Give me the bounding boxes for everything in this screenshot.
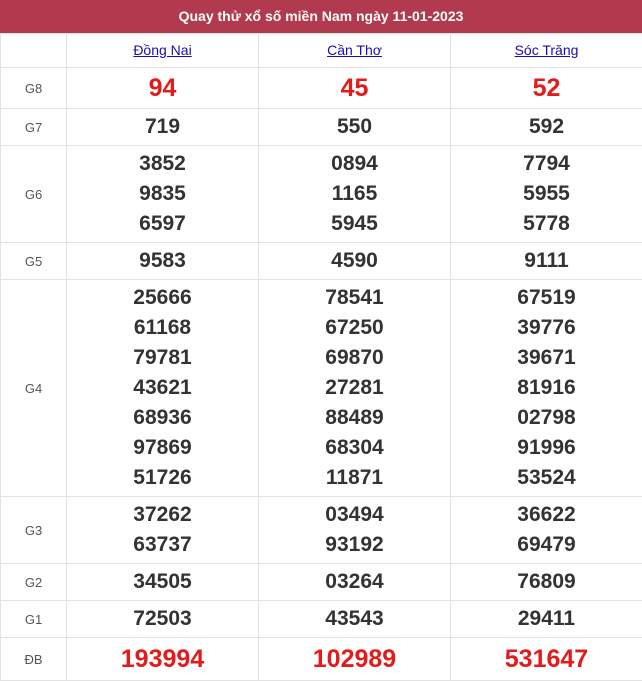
result-number: 29411	[451, 604, 642, 634]
header-province	[259, 34, 451, 68]
result-number: 51726	[67, 463, 258, 493]
prize-label: G6	[1, 146, 67, 243]
table-header-row	[1, 34, 642, 68]
prize-label: ĐB	[1, 638, 67, 681]
result-cell	[451, 280, 642, 497]
result-cell	[451, 601, 642, 638]
result-number: 9583	[67, 246, 258, 276]
result-number: 03264	[259, 567, 450, 597]
result-cell	[67, 638, 259, 681]
result-number: 5945	[259, 209, 450, 239]
result-number: 39671	[451, 343, 642, 373]
result-number: 81916	[451, 373, 642, 403]
province-link-soc-trang[interactable]: Sóc Trăng	[515, 42, 579, 58]
province-link-can-tho[interactable]: Cần Thơ	[327, 42, 382, 58]
table-row-g5	[1, 243, 642, 280]
result-cell	[259, 109, 451, 146]
table-row-g6	[1, 146, 642, 243]
result-number: 67519	[451, 283, 642, 313]
result-number: 03494	[259, 500, 450, 530]
result-cell	[451, 146, 642, 243]
result-cell	[259, 638, 451, 681]
result-number: 5955	[451, 179, 642, 209]
result-cell	[259, 68, 451, 109]
result-number: 53524	[451, 463, 642, 493]
result-number: 68936	[67, 403, 258, 433]
header-province	[67, 34, 259, 68]
prize-label: G8	[1, 68, 67, 109]
prize-label: G1	[1, 601, 67, 638]
result-number: 3852	[67, 149, 258, 179]
result-cell	[451, 564, 642, 601]
result-number: 88489	[259, 403, 450, 433]
result-number: 25666	[67, 283, 258, 313]
result-cell	[259, 564, 451, 601]
result-number: 37262	[67, 500, 258, 530]
header-empty-cell	[1, 34, 67, 68]
result-cell	[67, 564, 259, 601]
result-number: 9111	[451, 246, 642, 276]
result-number: 78541	[259, 283, 450, 313]
result-number: 68304	[259, 433, 450, 463]
result-cell	[451, 243, 642, 280]
result-cell	[67, 109, 259, 146]
result-number: 79781	[67, 343, 258, 373]
prize-label: G2	[1, 564, 67, 601]
prize-label: G4	[1, 280, 67, 497]
table-row-g2	[1, 564, 642, 601]
page-title: Quay thử xổ số miền Nam ngày 11-01-2023	[0, 0, 642, 33]
result-number: 7794	[451, 149, 642, 179]
result-number: 52	[451, 73, 642, 103]
result-cell	[259, 243, 451, 280]
header-province	[451, 34, 642, 68]
table-row-special	[1, 638, 642, 681]
result-number: 76809	[451, 567, 642, 597]
result-number: 43543	[259, 604, 450, 634]
result-cell	[259, 497, 451, 564]
result-cell	[451, 638, 642, 681]
table-row-g1	[1, 601, 642, 638]
result-number: 0894	[259, 149, 450, 179]
result-cell	[67, 146, 259, 243]
result-number: 97869	[67, 433, 258, 463]
result-cell	[67, 601, 259, 638]
result-number: 27281	[259, 373, 450, 403]
result-number: 94	[67, 73, 258, 103]
result-cell	[259, 601, 451, 638]
result-number: 69479	[451, 530, 642, 560]
table-row-g8	[1, 68, 642, 109]
table-row-g3	[1, 497, 642, 564]
result-number: 11871	[259, 463, 450, 493]
table-row-g4	[1, 280, 642, 497]
province-link-dong-nai[interactable]: Đồng Nai	[133, 42, 191, 58]
table-row-g7	[1, 109, 642, 146]
result-number: 36622	[451, 500, 642, 530]
result-cell	[67, 68, 259, 109]
result-number: 193994	[67, 644, 258, 674]
prize-label: G3	[1, 497, 67, 564]
result-number: 91996	[451, 433, 642, 463]
result-number: 45	[259, 73, 450, 103]
result-number: 9835	[67, 179, 258, 209]
result-number: 67250	[259, 313, 450, 343]
prize-label: G5	[1, 243, 67, 280]
result-cell	[67, 280, 259, 497]
result-number: 531647	[451, 644, 642, 674]
result-number: 61168	[67, 313, 258, 343]
result-number: 69870	[259, 343, 450, 373]
result-number: 63737	[67, 530, 258, 560]
result-number: 102989	[259, 644, 450, 674]
result-number: 02798	[451, 403, 642, 433]
result-number: 43621	[67, 373, 258, 403]
result-number: 5778	[451, 209, 642, 239]
result-number: 34505	[67, 567, 258, 597]
result-number: 719	[67, 112, 258, 142]
prize-label: G7	[1, 109, 67, 146]
result-cell	[451, 68, 642, 109]
result-number: 93192	[259, 530, 450, 560]
results-table	[0, 33, 642, 681]
result-number: 1165	[259, 179, 450, 209]
result-cell	[451, 497, 642, 564]
result-number: 6597	[67, 209, 258, 239]
result-cell	[451, 109, 642, 146]
result-number: 39776	[451, 313, 642, 343]
result-number: 72503	[67, 604, 258, 634]
result-number: 592	[451, 112, 642, 142]
result-cell	[67, 243, 259, 280]
result-cell	[259, 146, 451, 243]
result-cell	[67, 497, 259, 564]
result-number: 4590	[259, 246, 450, 276]
result-cell	[259, 280, 451, 497]
result-number: 550	[259, 112, 450, 142]
